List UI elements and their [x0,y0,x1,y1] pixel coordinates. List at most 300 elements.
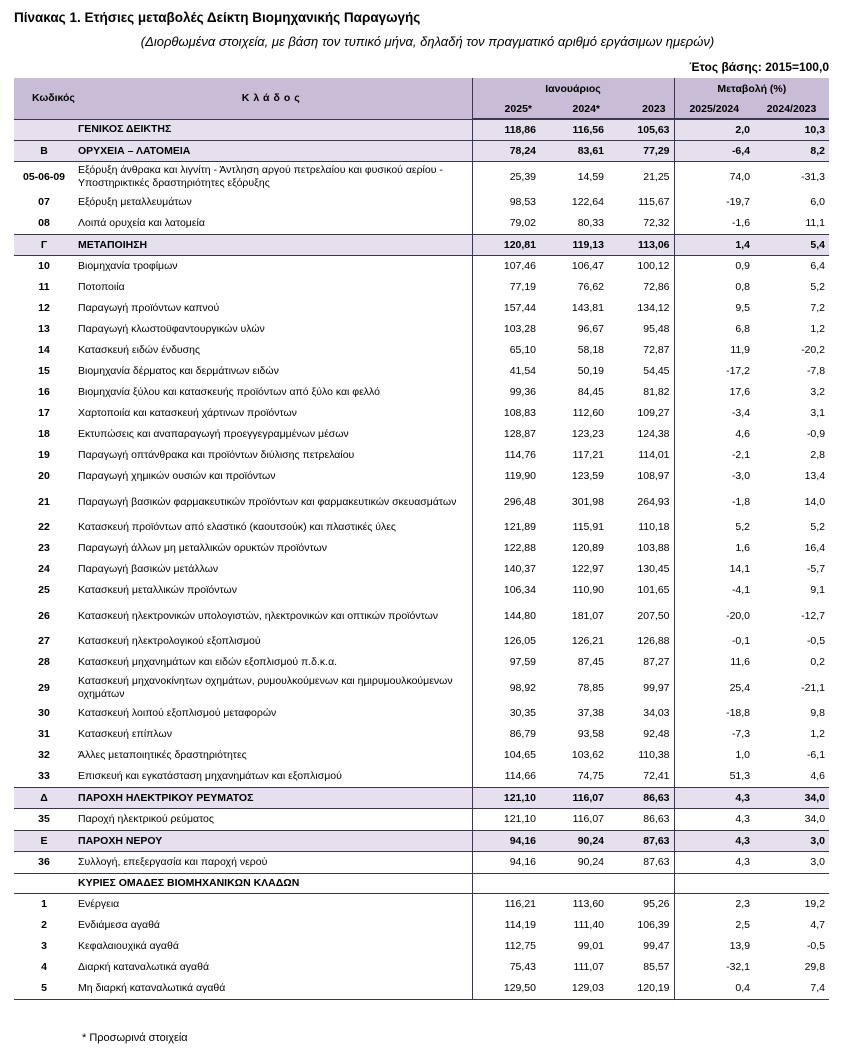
row-change-2025-2024: 0,4 [674,978,754,1000]
header-change-group: Μεταβολή (%) [674,78,829,100]
row-change-2025-2024: 0,8 [674,277,754,298]
row-sector-name: Χαρτοποιία και κατασκευή χάρτινων προϊόντων [78,407,297,419]
row-value-2025: 121,89 [472,517,540,538]
row-code: 4 [41,961,47,973]
row-value-2025: 78,24 [472,141,540,162]
row-value-2024: 37,38 [577,707,604,719]
row-change-2025-2024: -2,1 [674,445,754,466]
table-row [14,361,829,382]
row-code [14,119,74,141]
row-sector-name: Κατασκευή επίπλων [78,728,172,740]
row-value-2025: 103,28 [472,319,540,340]
row-sector-name: Παραγωγή προϊόντων καπνού [78,302,220,314]
row-change-2025-2024: -6,4 [674,141,754,162]
row-change-2025-2024: 17,6 [674,382,754,403]
row-value-2023: 86,63 [608,788,674,809]
row-value-2023: 207,50 [637,609,670,622]
row-sector-name: Επισκευή και εγκατάσταση μηχανημάτων και εξοπλισμού [78,770,342,782]
section-row [14,235,829,256]
row-sector-name: ΠΑΡΟΧΗ ΗΛΕΚΤΡΙΚΟΥ ΡΕΥΜΑΤΟΣ [74,788,472,809]
row-value-2024: 116,07 [540,788,608,809]
row-change-2024-2023: -6,1 [806,749,826,761]
row-code: 23 [38,542,50,554]
row-change-2024-2023: -12,7 [801,609,826,622]
row-value-2023: 77,29 [608,141,674,162]
row-value-2023: 86,63 [643,813,670,825]
table-row [14,673,829,703]
row-value-2024: 87,45 [577,656,604,668]
row-value-2023: 114,01 [638,449,670,461]
row-value-2025: 94,16 [472,852,540,874]
row-change-2025-2024: 4,3 [674,852,754,874]
table-row [14,403,829,424]
row-value-2024: 301,98 [571,495,604,508]
row-value-2023: 106,39 [637,919,670,931]
row-code: Ε [14,831,74,852]
row-change-2024-2023: 5,2 [810,281,826,293]
row-value-2023: 120,19 [608,978,674,1000]
row-change-2024-2023: 6,0 [810,196,826,208]
row-sector-name: Λοιπά ορυχεία και λατομεία [78,217,205,229]
row-change-2024-2023: 3,0 [754,831,829,852]
row-value-2023: 54,45 [643,365,670,377]
row-code: 28 [38,656,50,668]
row-sector-name: Παραγωγή χημικών ουσιών και προϊόντων [78,470,276,482]
row-value-2024: 181,07 [571,609,604,622]
row-value-2023: 95,48 [643,323,670,335]
row-value-2024: 129,03 [540,978,608,1000]
row-value-2024: 143,81 [571,302,604,314]
row-value-2024: 123,23 [571,428,604,440]
row-sector-name: Παραγωγή άλλων μη μεταλλικών ορυκτών προϊόντων [78,542,327,554]
footnote: * Προσωρινά στοιχεία [82,1032,188,1044]
row-value-2023: 108,97 [637,470,670,482]
table-title: Πίνακας 1. Ετήσιες μεταβολές Δείκτη Βιομηχανικής Παραγωγής [14,10,421,25]
row-value-2025: 157,44 [472,298,540,319]
row-change-2024-2023: 5,4 [754,235,829,256]
row-value-2024: 122,64 [571,196,604,208]
row-value-2024 [540,874,608,894]
row-value-2024: 126,21 [571,635,604,647]
row-change-2024-2023: -0,5 [806,940,826,952]
row-change-2024-2023: -0,9 [806,428,826,440]
row-value-2025: 41,54 [472,361,540,382]
table-row [14,445,829,466]
row-value-2025: 86,79 [472,724,540,745]
row-sector-name: Κατασκευή προϊόντων από ελαστικό (καουτσούκ) και πλαστικές ύλες [78,521,396,533]
row-change-2024-2023: 13,4 [804,470,826,482]
row-code: 35 [38,813,50,825]
row-value-2024: 78,85 [577,681,604,694]
row-value-2025: 114,66 [472,766,540,788]
row-value-2023: 95,26 [643,898,670,910]
row-change-2024-2023: 7,4 [754,978,829,1000]
row-value-2025: 122,88 [472,538,540,559]
table-row [14,631,829,652]
row-value-2024: 117,21 [572,449,604,461]
header-change-2025-2024: 2025/2024 [674,100,754,119]
row-change-2024-2023 [754,874,829,894]
row-change-2024-2023: 3,0 [810,856,826,868]
row-value-2025: 140,37 [472,559,540,580]
row-change-2025-2024: -1,8 [674,487,754,517]
section-row [14,788,829,809]
group-header-row [14,874,829,894]
row-value-2025: 30,35 [472,703,540,724]
row-value-2024: 99,01 [577,940,604,952]
table-row [14,724,829,745]
row-sector-name: Ενδιάμεσα αγαθά [78,919,161,931]
row-code: 08 [38,217,50,229]
row-value-2025: 129,50 [472,978,540,1000]
row-change-2025-2024: -3,0 [674,466,754,487]
row-change-2025-2024: -1,6 [674,213,754,235]
row-change-2025-2024: 4,3 [674,788,754,809]
row-change-2024-2023: 2,8 [810,449,826,461]
total-row [14,119,829,141]
row-code: 17 [38,407,50,419]
row-value-2023: 87,63 [608,831,674,852]
header-code: Κωδικός [14,78,74,119]
table-row [14,213,829,235]
row-change-2025-2024: 4,6 [674,424,754,445]
row-change-2024-2023: 4,7 [810,919,826,931]
row-value-2023: 72,86 [643,281,670,293]
row-sector-name: Βιομηχανία τροφίμων [78,260,178,272]
row-value-2023: 110,18 [638,521,670,533]
table-row [14,487,829,517]
row-value-2024: 122,97 [571,563,604,575]
row-change-2024-2023: 34,0 [804,813,826,825]
row-change-2025-2024: -32,1 [674,957,754,978]
row-change-2024-2023: -5,7 [806,563,826,575]
header-month-group: Ιανουάριος [472,78,674,100]
table-row [14,538,829,559]
row-change-2024-2023: 0,2 [810,656,826,668]
row-code: 16 [38,386,50,398]
row-value-2024: 93,58 [577,728,604,740]
row-change-2024-2023: 1,2 [810,728,826,740]
row-code: 24 [38,563,50,575]
row-value-2023: 113,06 [608,235,674,256]
row-value-2024: 84,45 [577,386,604,398]
row-sector-name: Εκτυπώσεις και αναπαραγωγή προεγγεγραμμένων μέσων [78,428,349,440]
row-value-2025: 114,76 [472,445,540,466]
row-sector-name: Ποτοποιία [78,281,125,293]
row-change-2025-2024: -7,3 [674,724,754,745]
section-row [14,831,829,852]
table-subtitle: (Διορθωμένα στοιχεία, με βάση τον τυπικό μήνα, δηλαδή τον πραγματικό αριθμό εργάσιμων ημερών) [140,34,715,49]
row-value-2023: 87,27 [643,656,670,668]
row-code: 12 [38,302,50,314]
row-value-2024: 50,19 [577,365,604,377]
row-value-2025: 108,83 [472,403,540,424]
row-change-2025-2024: 14,1 [674,559,754,580]
row-value-2023: 109,27 [637,407,670,419]
header-sector: Κλάδος [74,78,472,119]
row-value-2025: 75,43 [472,957,540,978]
row-change-2025-2024: 2,5 [674,915,754,936]
row-value-2025: 65,10 [472,340,540,361]
row-value-2024: 110,90 [572,584,604,596]
row-sector-name: Κατασκευή μηχανοκίνητων οχημάτων, ρυμουλκούμενων και ημιρυμουλκούμενων οχημάτων [78,675,453,700]
row-value-2025: 25,39 [472,162,540,193]
header-2024: 2024* [540,100,608,119]
row-change-2024-2023: 6,4 [810,260,826,272]
row-sector-name: Κατασκευή ηλεκτρολογικού εξοπλισμού [78,635,261,647]
row-sector-name: Παραγωγή κλωστοϋφαντουργικών υλών [78,323,265,335]
row-value-2023: 264,93 [637,495,670,508]
row-value-2025: 104,65 [472,745,540,766]
table-row [14,162,829,193]
row-value-2025: 121,10 [472,788,540,809]
row-change-2025-2024 [674,874,754,894]
row-value-2024: 83,61 [540,141,608,162]
row-change-2025-2024: 74,0 [674,162,754,193]
row-change-2024-2023: 19,2 [804,898,826,910]
row-value-2024: 116,56 [540,119,608,141]
row-change-2025-2024: 4,3 [674,809,754,831]
header-2023: 2023 [608,100,674,119]
row-value-2024: 120,89 [571,542,604,554]
row-sector-name: Συλλογή, επεξεργασία και παροχή νερού [78,856,268,868]
row-value-2024: 106,47 [571,260,604,272]
row-change-2024-2023: 7,2 [810,302,826,314]
table-row [14,852,829,874]
row-code: 31 [38,728,50,740]
row-value-2023: 99,97 [643,681,670,694]
table-row [14,978,829,1000]
row-change-2025-2024: 2,3 [674,894,754,916]
row-change-2025-2024: -20,0 [674,601,754,631]
row-value-2025: 112,75 [472,936,540,957]
row-code: 15 [38,365,50,377]
row-code: 33 [38,770,50,782]
row-code: 36 [38,856,50,868]
row-value-2025: 77,19 [472,277,540,298]
row-code: Β [14,141,74,162]
row-value-2024: 113,60 [572,898,604,910]
row-change-2025-2024: 13,9 [674,936,754,957]
row-change-2025-2024: -0,1 [674,631,754,652]
row-sector-name: Κεφαλαιουχικά αγαθά [78,940,179,952]
row-code: 3 [41,940,47,952]
row-value-2025: 296,48 [472,487,540,517]
row-value-2025: 94,16 [472,831,540,852]
row-value-2025: 106,34 [472,580,540,601]
table-row [14,766,829,788]
row-sector-name: Βιομηχανία δέρματος και δερμάτινων ειδών [78,365,279,377]
row-change-2025-2024: 11,6 [674,652,754,673]
row-value-2024: 76,62 [577,281,604,293]
row-code: 2 [41,919,47,931]
table-row [14,424,829,445]
row-value-2024: 112,60 [572,407,604,419]
row-value-2025: 116,21 [472,894,540,916]
row-change-2025-2024: 1,6 [674,538,754,559]
row-change-2024-2023: -31,3 [801,170,826,183]
row-change-2024-2023: 10,3 [754,119,829,141]
row-value-2023: 101,65 [637,584,670,596]
row-code: Γ [14,235,74,256]
row-value-2024: 115,91 [572,521,604,533]
row-change-2024-2023: 5,2 [810,521,826,533]
row-sector-name: Κατασκευή μεταλλικών προϊόντων [78,584,237,596]
row-code: 05-06-09 [22,170,66,183]
table-row [14,517,829,538]
row-code: 18 [38,428,50,440]
row-sector-name: ΟΡΥΧΕΙΑ – ΛΑΤΟΜΕΙΑ [74,141,472,162]
row-value-2024: 80,33 [577,217,604,229]
row-change-2025-2024: 1,4 [674,235,754,256]
row-value-2023: 130,45 [637,563,670,575]
table-row [14,559,829,580]
row-change-2024-2023: 34,0 [754,788,829,809]
row-value-2023: 100,12 [637,260,670,272]
row-value-2023: 85,57 [643,961,670,973]
row-code: 13 [38,323,50,335]
table-row [14,936,829,957]
row-value-2023: 103,88 [637,542,670,554]
row-value-2024: 90,24 [540,831,608,852]
row-change-2025-2024: -17,2 [674,361,754,382]
row-value-2024: 14,59 [577,170,604,183]
row-code: 07 [38,196,50,208]
header-2025: 2025* [472,100,540,119]
row-sector-name: Κατασκευή μηχανημάτων και ειδών εξοπλισμού π.δ.κ.α. [78,656,338,668]
table-row [14,277,829,298]
row-value-2024: 111,07 [573,961,604,973]
row-value-2025: 99,36 [472,382,540,403]
row-code: 11 [38,281,50,293]
row-code: 26 [38,609,50,622]
row-value-2023: 72,41 [643,770,670,782]
row-value-2025: 98,53 [472,192,540,213]
row-value-2025: 119,90 [472,466,540,487]
row-value-2025: 120,81 [472,235,540,256]
row-sector-name: Κατασκευή ηλεκτρονικών υπολογιστών, ηλεκτρονικών και οπτικών προϊόντων [78,609,439,622]
row-change-2024-2023: 29,8 [804,961,826,973]
table-row [14,340,829,361]
row-value-2024: 58,18 [577,344,604,356]
row-change-2025-2024: 2,0 [674,119,754,141]
row-change-2025-2024: 51,3 [674,766,754,788]
row-code: 20 [38,470,50,482]
row-change-2024-2023: 3,2 [810,386,826,398]
table-row [14,957,829,978]
table-row [14,745,829,766]
row-sector-name: Παραγωγή βασικών μετάλλων [78,563,219,575]
row-value-2023: 92,48 [643,728,670,740]
base-year-note: Έτος βάσης: 2015=100,0 [689,60,829,74]
row-code: Δ [14,788,74,809]
row-value-2025: 98,92 [472,673,540,703]
row-value-2025: 118,86 [472,119,540,141]
row-sector-name: Βιομηχανία ξύλου και κατασκευής προϊόντων από ξύλο και φελλό [78,386,380,398]
row-sector-name: ΠΑΡΟΧΗ ΝΕΡΟΥ [74,831,472,852]
section-row [14,141,829,162]
row-code: 5 [14,978,74,1000]
row-value-2025: 121,10 [472,809,540,831]
row-change-2025-2024: 9,5 [674,298,754,319]
row-change-2025-2024: 6,8 [674,319,754,340]
row-value-2023: 110,38 [638,749,670,761]
row-sector-name: Εξόρυξη άνθρακα και λιγνίτη - Άντληση αργού πετρελαίου και φυσικού αερίου - Υποστηρικτικές δραστηριότητες εξόρυξης [78,164,443,189]
row-value-2023: 81,82 [643,386,670,398]
row-change-2025-2024: 0,9 [674,256,754,278]
row-sector-name: Παραγωγή οπτάνθρακα και προϊόντων διύλισης πετρελαίου [78,449,355,461]
table-row [14,192,829,213]
row-change-2025-2024: -18,8 [674,703,754,724]
row-value-2023: 34,03 [643,707,670,719]
row-value-2023: 124,38 [637,428,670,440]
industrial-production-table [14,78,829,1000]
row-value-2024: 74,75 [577,770,604,782]
row-sector-name: Διαρκή καταναλωτικά αγαθά [78,961,210,973]
row-value-2025: 97,59 [472,652,540,673]
row-change-2024-2023: 9,1 [810,584,826,596]
row-change-2024-2023: -21,1 [801,681,826,694]
row-value-2025: 114,19 [472,915,540,936]
table-row [14,256,829,278]
row-sector-name: ΚΥΡΙΕΣ ΟΜΑΔΕΣ ΒΙΟΜΗΧΑΝΙΚΩΝ ΚΛΑΔΩΝ [74,874,472,894]
row-code: 1 [41,898,47,910]
table-row [14,466,829,487]
row-value-2023: 87,63 [643,856,670,868]
row-code: 25 [38,584,50,596]
row-code: 14 [38,344,50,356]
row-change-2024-2023: -7,8 [806,365,826,377]
row-value-2024: 96,67 [577,323,604,335]
row-value-2025: 79,02 [472,213,540,235]
row-value-2023: 126,88 [637,635,670,647]
row-value-2024: 123,59 [571,470,604,482]
row-value-2023: 21,25 [643,170,670,183]
row-code: 32 [38,749,50,761]
header-change-2024-2023: 2024/2023 [754,100,829,119]
row-sector-name: Παραγωγή βασικών φαρμακευτικών προϊόντων και φαρμακευτικών σκευασμάτων [78,495,457,508]
row-change-2024-2023: 1,2 [810,323,826,335]
row-value-2025: 128,87 [472,424,540,445]
row-code [14,874,74,894]
row-code: 21 [38,495,50,508]
table-row [14,601,829,631]
row-value-2024: 119,13 [540,235,608,256]
row-change-2025-2024: 5,2 [674,517,754,538]
row-sector-name: Ενέργεια [78,898,120,910]
row-sector-name: ΜΕΤΑΠΟΙΗΣΗ [74,235,472,256]
row-code: 30 [38,707,50,719]
table-row [14,580,829,601]
row-code: 10 [38,260,50,272]
row-value-2023: 115,67 [638,196,670,208]
row-change-2025-2024: -3,4 [674,403,754,424]
row-change-2024-2023: 4,6 [810,770,826,782]
row-value-2025 [472,874,540,894]
row-change-2025-2024: 11,9 [674,340,754,361]
row-change-2024-2023: 14,0 [804,495,826,508]
row-code: 22 [38,521,50,533]
row-change-2025-2024: 25,4 [674,673,754,703]
row-change-2025-2024: -4,1 [674,580,754,601]
row-value-2024: 116,07 [572,813,604,825]
row-change-2024-2023: 11,1 [805,217,826,229]
table-row [14,298,829,319]
row-value-2023: 99,47 [643,940,670,952]
table-body [14,119,829,1000]
row-value-2023: 105,63 [608,119,674,141]
row-value-2023: 72,32 [643,217,670,229]
